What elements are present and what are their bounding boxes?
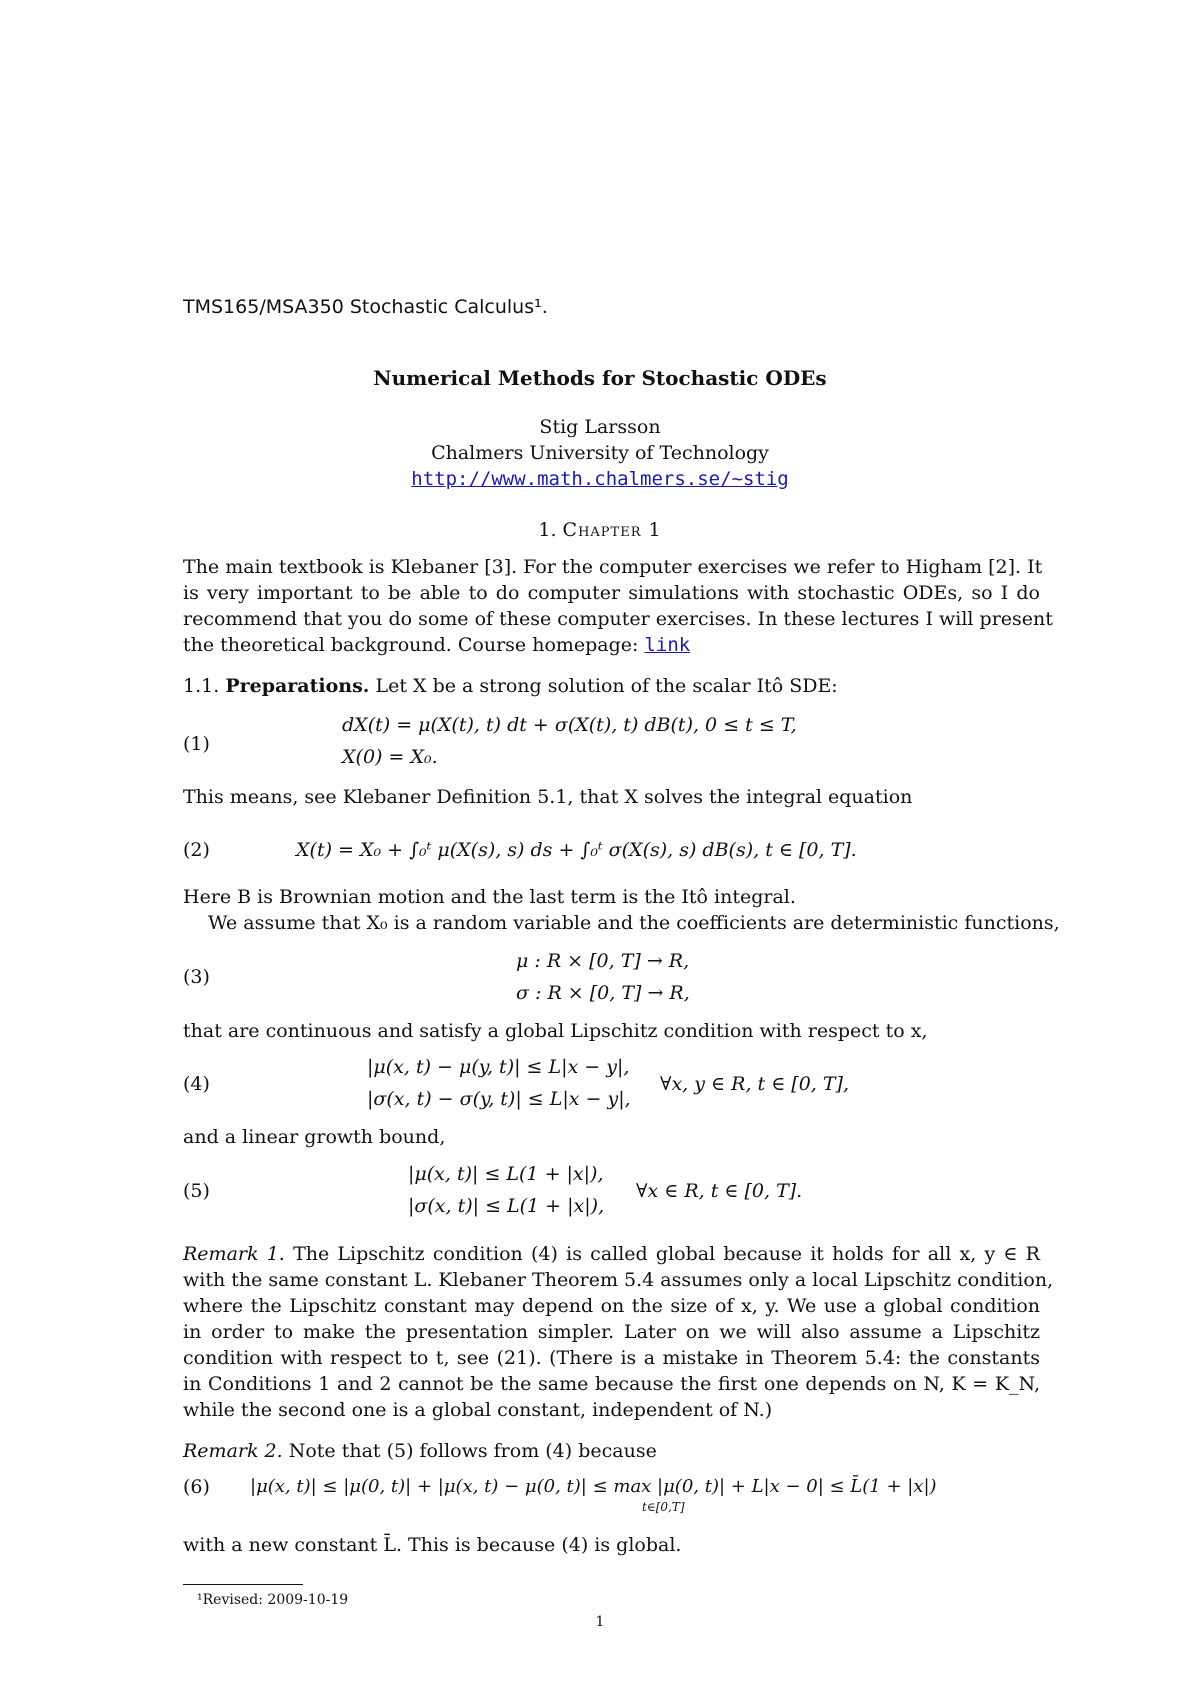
- subsection-title: Preparations.: [225, 675, 370, 697]
- footnote-rule: [183, 1584, 303, 1585]
- assume-paragraph: We assume that X₀ is a random variable and the coefficients are deterministic functions,: [208, 912, 1060, 934]
- eq3-line1: μ : R × [0, T] → R,: [516, 950, 690, 972]
- author-url-link[interactable]: http://www.math.chalmers.se/~stig: [411, 468, 789, 490]
- new-constant-paragraph: with a new constant L̄. This is because (4) is global.: [183, 1534, 682, 1556]
- intro-last-text: the theoretical background. Course homepage:: [183, 634, 645, 656]
- remark1-label: Remark 1.: [183, 1243, 285, 1265]
- eq2-formula: X(t) = X₀ + ∫₀ᵗ μ(X(s), s) ds + ∫₀ᵗ σ(X(s), s) dB(s), t ∈ [0, T].: [296, 839, 857, 861]
- course-header: TMS165/MSA350 Stochastic Calculus¹.: [183, 296, 548, 318]
- intro-line-2: is very important to be able to do computer simulations with stochastic ODEs, so I do: [183, 582, 1040, 604]
- course-homepage-link[interactable]: link: [644, 634, 691, 656]
- eq1-line1: dX(t) = μ(X(t), t) dt + σ(X(t), t) dB(t), 0 ≤ t ≤ T,: [342, 714, 797, 736]
- author-name: Stig Larsson: [539, 416, 661, 438]
- remark1-line-5: condition with respect to t, see (21). (There is a mistake in Theorem 5.4: the constants: [183, 1347, 1040, 1369]
- section-heading: [0, 519, 1200, 541]
- eq5-line2: |σ(x, t)| ≤ L(1 + |x|),: [408, 1195, 605, 1217]
- eq2-number: (2): [183, 839, 210, 861]
- eq4-condition: ∀x, y ∈ R, t ∈ [0, T],: [660, 1073, 850, 1095]
- subsection-text: Let X be a strong solution of the scalar Itô SDE:: [375, 675, 838, 697]
- eq4-line2: |σ(x, t) − σ(y, t)| ≤ L|x − y|,: [367, 1088, 631, 1110]
- remark1-line-4: in order to make the presentation simpler. Later on we will also assume a Lipschitz: [183, 1321, 1040, 1343]
- page-number: 1: [595, 1614, 605, 1630]
- author-url-line: [0, 468, 1200, 490]
- subsection-number: 1.1.: [183, 675, 220, 697]
- intro-line-4: [183, 634, 1040, 656]
- section-number: 1.: [538, 519, 557, 541]
- intro-line-1: The main textbook is Klebaner [3]. For the computer exercises we refer to Higham [2]. It: [183, 556, 1043, 578]
- intro-line-3: recommend that you do some of these computer exercises. In these lectures I will present: [183, 608, 1053, 630]
- footnote: ¹Revised: 2009-10-19: [197, 1592, 349, 1608]
- eq3-number: (3): [183, 966, 210, 988]
- eq3-line2: σ : R × [0, T] → R,: [516, 982, 690, 1004]
- integral-paragraph: This means, see Klebaner Definition 5.1, that X solves the integral equation: [183, 786, 913, 808]
- remark2-line: [183, 1440, 1040, 1462]
- eq6-formula: |μ(x, t)| ≤ |μ(0, t)| + |μ(x, t) − μ(0, t)| ≤ max |μ(0, t)| + L|x − 0| ≤ L̄(1 + |x|): [250, 1476, 937, 1497]
- remark1-line-6: in Conditions 1 and 2 cannot be the same because the first one depends on N, K = K_N,: [183, 1373, 1040, 1395]
- author-affiliation: Chalmers University of Technology: [431, 442, 769, 464]
- eq4-number: (4): [183, 1073, 210, 1095]
- eq6-number: (6): [183, 1476, 210, 1498]
- eq1-line2: X(0) = X₀.: [342, 746, 438, 768]
- remark1-line-1: [183, 1243, 1040, 1265]
- eq5-line1: |μ(x, t)| ≤ L(1 + |x|),: [408, 1163, 604, 1185]
- remark1-line-2: with the same constant L. Klebaner Theorem 5.4 assumes only a local Lipschitz condition,: [183, 1269, 1054, 1291]
- eq5-number: (5): [183, 1180, 210, 1202]
- eq4-line1: |μ(x, t) − μ(y, t)| ≤ L|x − y|,: [367, 1056, 630, 1078]
- growth-paragraph: and a linear growth bound,: [183, 1126, 446, 1148]
- section-title: Chapter 1: [562, 519, 662, 541]
- eq5-condition: ∀x ∈ R, t ∈ [0, T].: [636, 1180, 803, 1202]
- remark2-text: Note that (5) follows from (4) because: [288, 1440, 657, 1462]
- subsection-heading: [183, 675, 1040, 697]
- remark1-line-3: where the Lipschitz constant may depend on the size of x, y. We use a global condition: [183, 1295, 1040, 1317]
- remark2-label: Remark 2.: [183, 1440, 283, 1462]
- remark1-line-7: while the second one is a global constant, independent of N.): [183, 1399, 773, 1421]
- eq6-max-subscript: t∈[0,T]: [642, 1500, 685, 1514]
- paper-title: Numerical Methods for Stochastic ODEs: [373, 366, 827, 390]
- eq1-number: (1): [183, 733, 210, 755]
- brownian-paragraph: Here B is Brownian motion and the last term is the Itô integral.: [183, 886, 796, 908]
- remark1-text-1: The Lipschitz condition (4) is called global because it holds for all x, y ∈ R: [293, 1243, 1040, 1265]
- continuous-paragraph: that are continuous and satisfy a global Lipschitz condition with respect to x,: [183, 1020, 928, 1042]
